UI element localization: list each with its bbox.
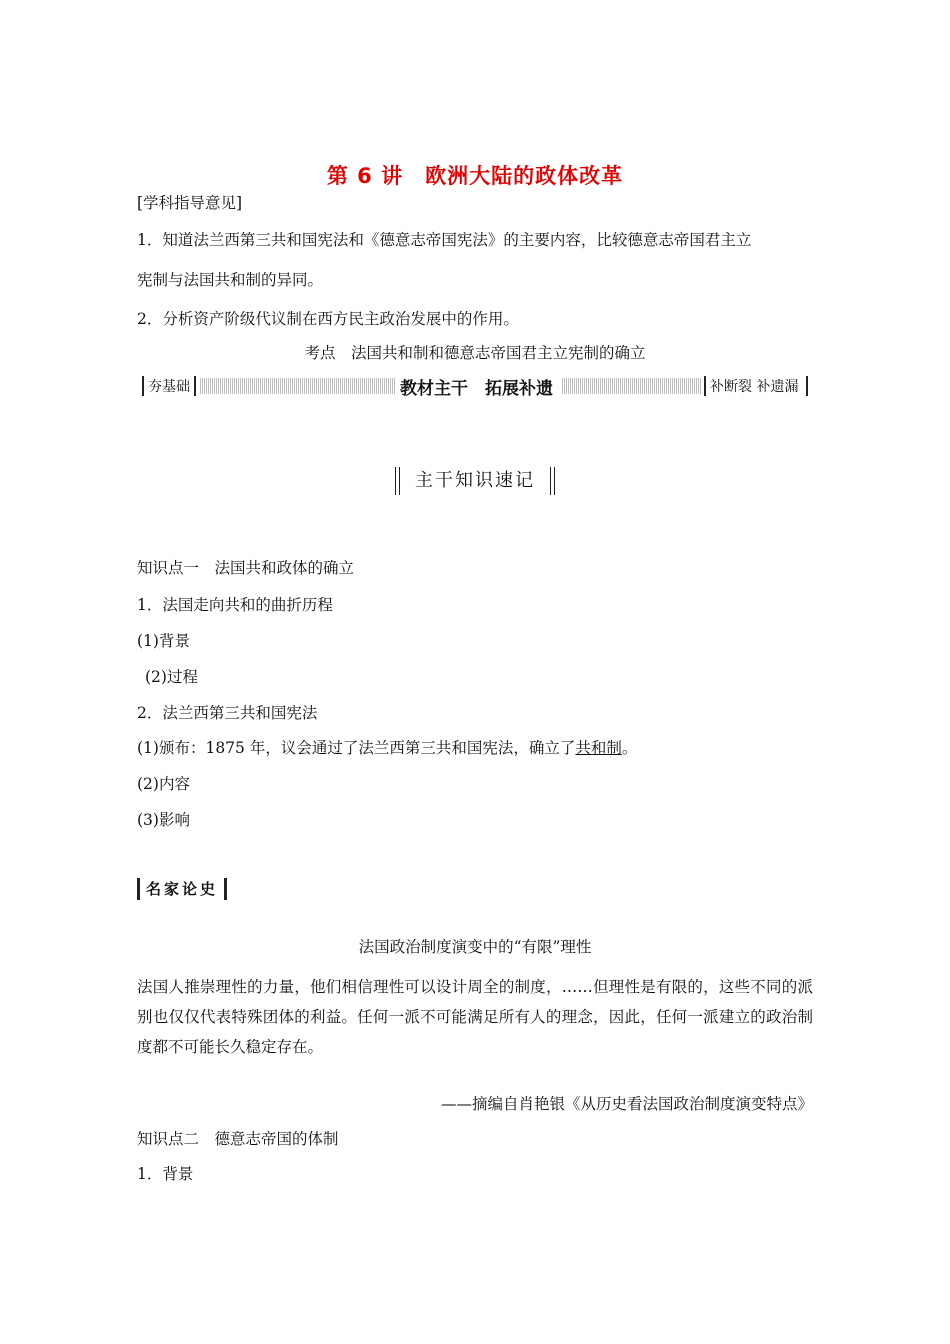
kp2-title: 知识点二 德意志帝国的体制 <box>137 1130 339 1148</box>
quote-source: ——摘编自肖艳银《从历史看法国政治制度演变特点》 <box>440 1095 813 1113</box>
banner-stripe <box>200 378 396 394</box>
banner-right-label: 补断裂 补遗漏 <box>710 379 799 395</box>
kp1-line-4: 2．法兰西第三共和国宪法 <box>137 704 318 722</box>
kaodian-heading: 考点 法国共和制和德意志帝国君主立宪制的确立 <box>304 344 646 362</box>
kp1-line-5-underlined: 共和制 <box>575 739 622 757</box>
mingjia-label <box>137 878 227 900</box>
section-banner <box>138 374 812 398</box>
label-bar-left <box>137 878 140 900</box>
banner-stripe <box>562 378 702 394</box>
guidance-item-2: 2．分析资产阶级代议制在西方民主政治发展中的作用。 <box>137 310 519 328</box>
lesson-title: 第 6 讲 欧洲大陆的政体改革 <box>326 164 624 188</box>
quote-title: 法国政治制度演变中的“有限”理性 <box>358 938 592 956</box>
heading-bar-right <box>554 467 555 495</box>
kp1-line-3: (2)过程 <box>145 668 198 686</box>
kp1-line-1: 1．法国走向共和的曲折历程 <box>137 596 333 614</box>
kp1-line-5-text: (1)颁布：1875 年，议会通过了法兰西第三共和国宪法，确立了 <box>137 739 576 757</box>
banner-divider <box>142 376 144 396</box>
guidance-item-1: 1．知道法兰西第三共和国宪法和《德意志帝国宪法》的主要内容，比较德意志帝国君主立 <box>137 231 752 249</box>
banner-divider <box>704 376 706 396</box>
guidance-item-1-cont: 宪制与法国共和制的异同。 <box>137 271 324 289</box>
label-bar-right <box>224 878 227 900</box>
section-heading-text: 主干知识速记 <box>415 470 535 491</box>
banner-divider <box>194 376 196 396</box>
kp1-line-2: (1)背景 <box>137 632 190 650</box>
kp1-title: 知识点一 法国共和政体的确立 <box>137 559 355 577</box>
heading-bar-left <box>399 467 400 495</box>
guidance-heading: [学科指导意见] <box>137 194 243 212</box>
kp1-line-7: (3)影响 <box>137 811 190 829</box>
banner-divider <box>806 376 808 396</box>
quote-body: 法国人推崇理性的力量，他们相信理性可以设计周全的制度，……但理性是有限的，这些不同的派别也仅仅代表特殊团体的利益。任何一派不可能满足所有人的理念，因此，任何一派建立的政治制度都不可能长久稳定存在。 <box>137 978 813 1056</box>
kp1-line-5-end: 。 <box>621 739 638 757</box>
banner-center-label: 教材主干 拓展补遗 <box>400 379 553 399</box>
kp1-line-6: (2)内容 <box>137 775 190 793</box>
kp2-line-1: 1．背景 <box>137 1165 194 1183</box>
mingjia-label-text: 名家论史 <box>146 880 219 898</box>
section-heading <box>395 467 555 495</box>
banner-left-label: 夯基础 <box>148 379 190 395</box>
heading-bar-left <box>395 467 396 495</box>
heading-bar-right <box>550 467 551 495</box>
kp1-line-5 <box>137 738 637 758</box>
